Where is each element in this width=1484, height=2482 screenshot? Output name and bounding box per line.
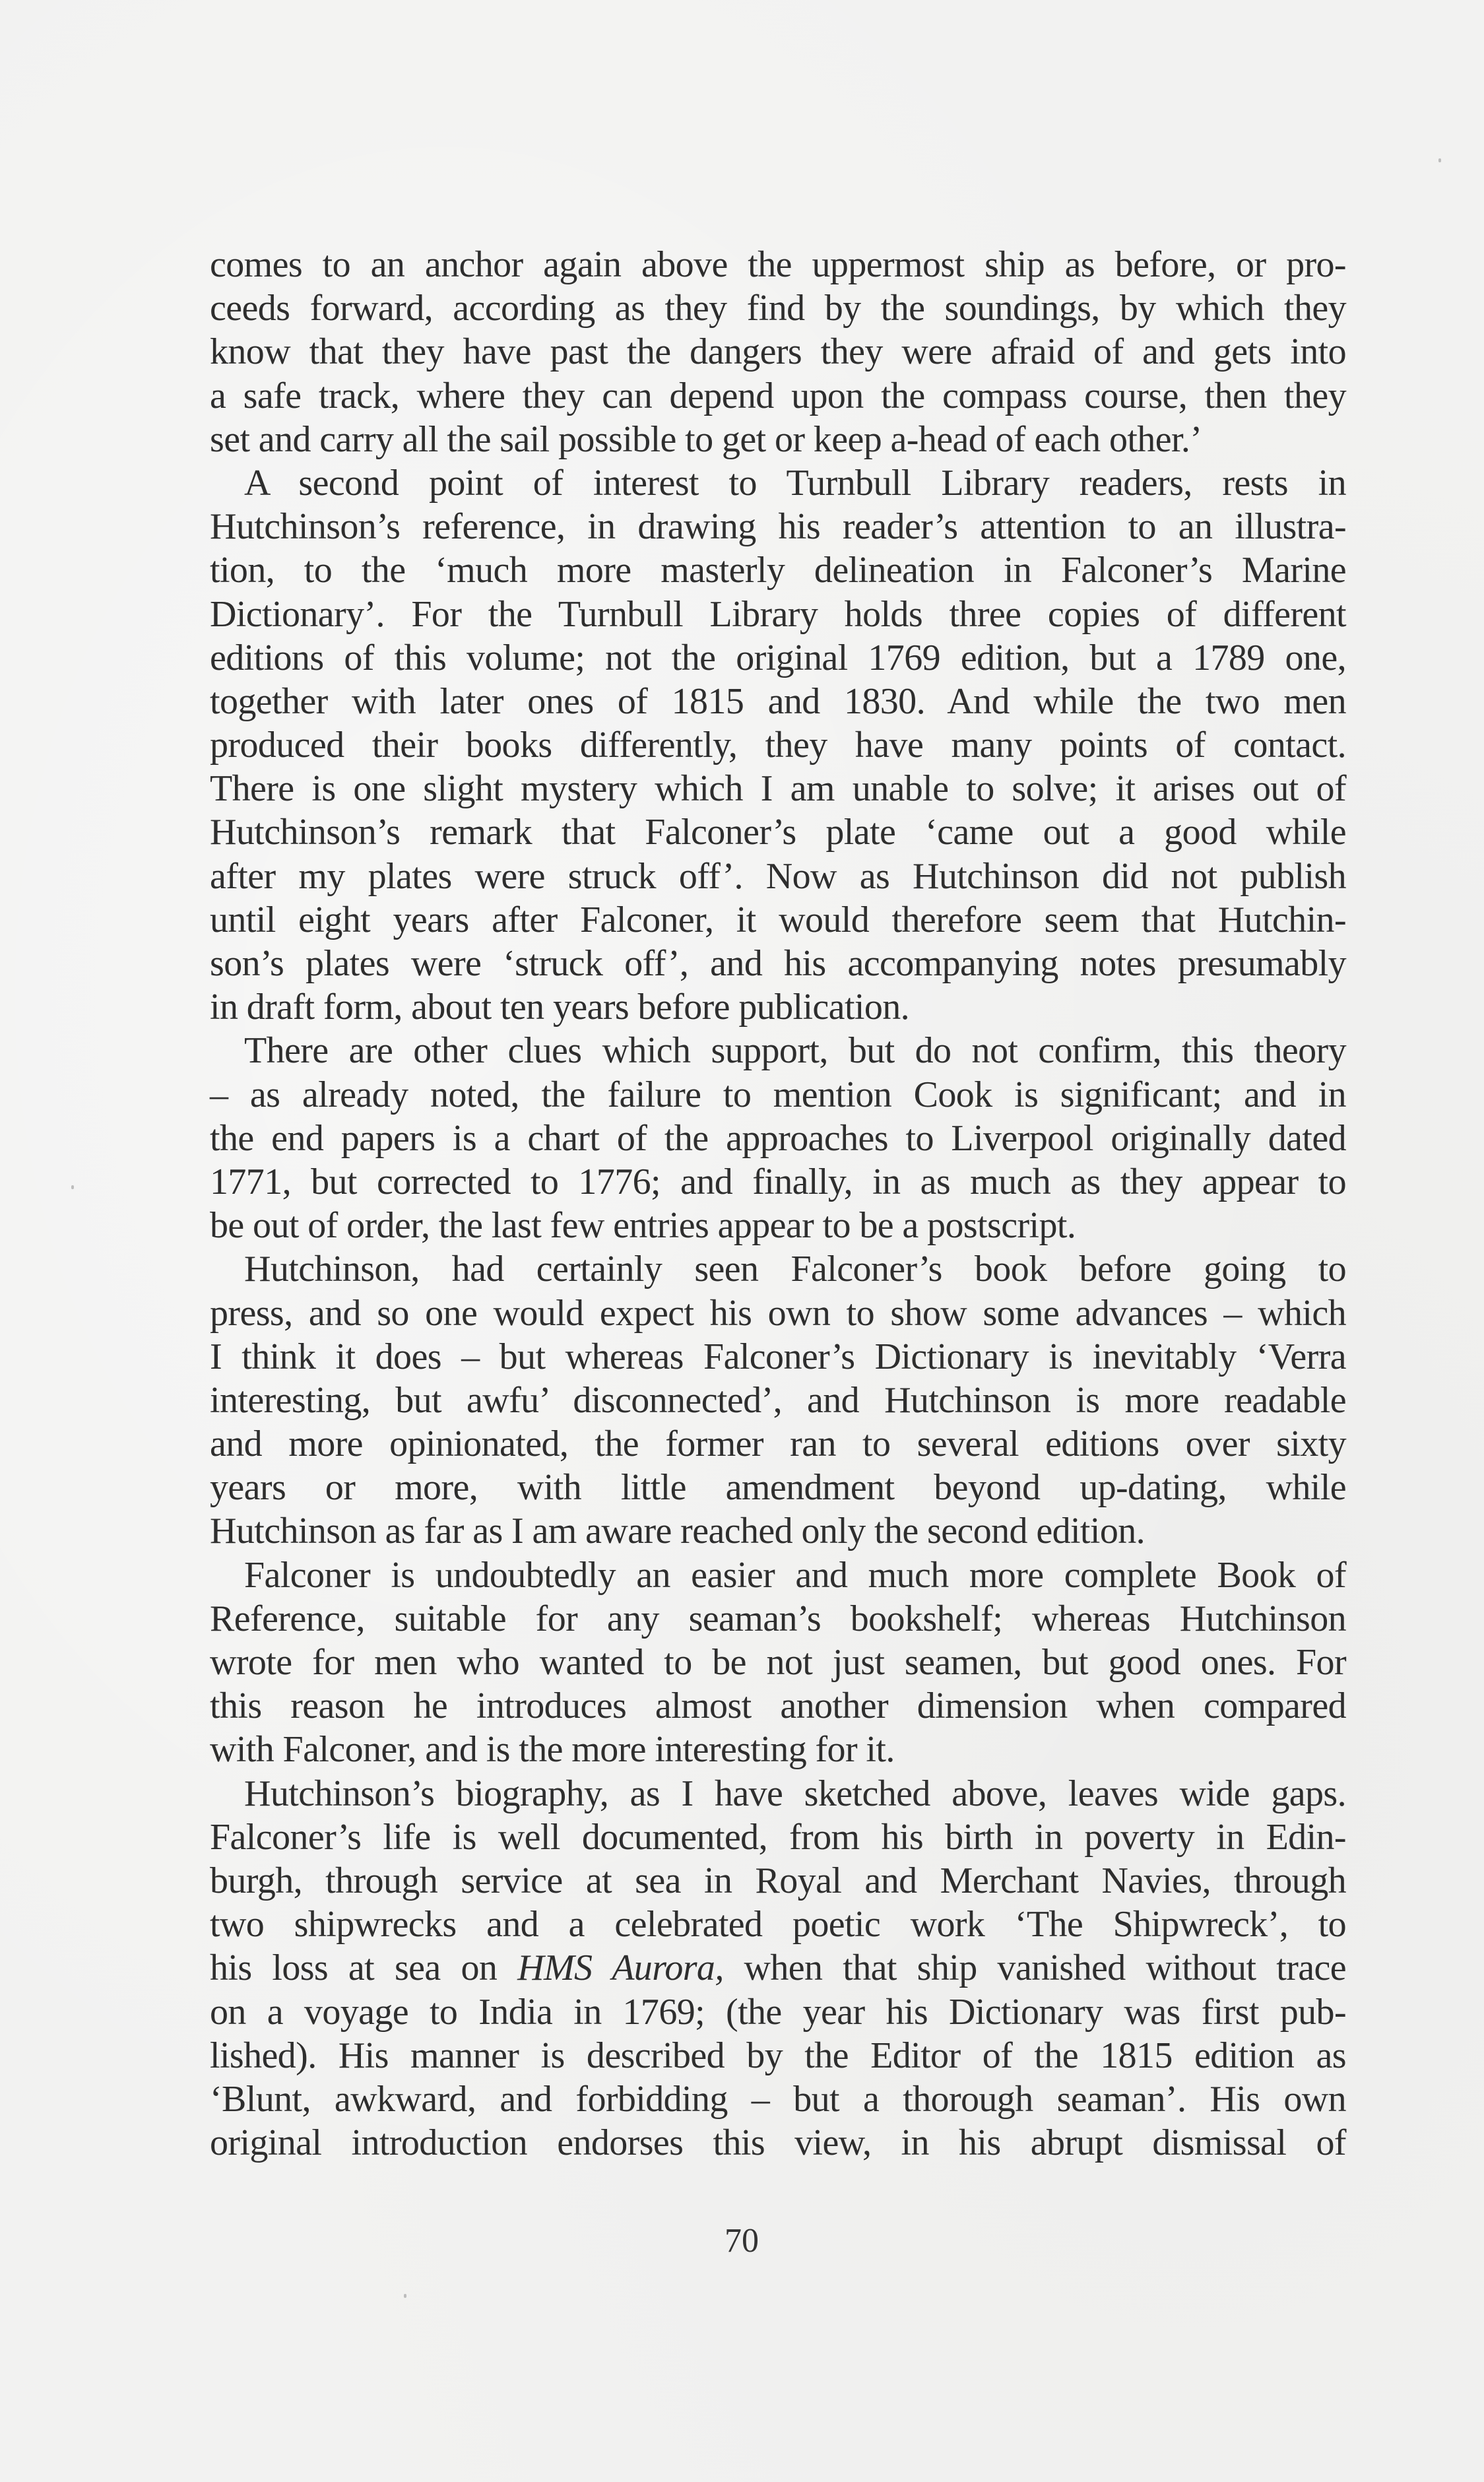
text-line: in draft form, about ten years before publication. bbox=[210, 987, 910, 1028]
text-line: interesting, but awfu’ disconnected’, and Hutchinson is more readable bbox=[210, 1379, 1346, 1421]
text-run: when that ship vanished without trace bbox=[723, 1947, 1347, 1989]
text-line: editions of this volume; not the original 1769 edition, but a 1789 one, bbox=[210, 637, 1346, 678]
text-line: Hutchinson’s reference, in drawing his reader’s attention to an illustra- bbox=[210, 506, 1346, 548]
paper-speck bbox=[71, 1185, 74, 1189]
paragraph bbox=[210, 461, 1346, 1029]
text-line: son’s plates were ‘struck off’, and his accompanying notes presumably bbox=[210, 943, 1346, 984]
ship-name-italic: HMS Aurora, bbox=[517, 1947, 724, 1989]
text-line: produced their books differently, they have many points of contact. bbox=[210, 725, 1346, 766]
paragraph bbox=[210, 1029, 1346, 1247]
text-line: Falconer is undoubtedly an easier and much more complete Book of bbox=[244, 1554, 1346, 1596]
text-line: Falconer’s life is well documented, from his birth in poverty in Edin- bbox=[210, 1816, 1346, 1858]
text-line: be out of order, the last few entries appear to be a postscript. bbox=[210, 1205, 1076, 1247]
text-line: and more opinionated, the former ran to several editions over sixty bbox=[210, 1423, 1346, 1465]
text-line: Hutchinson’s remark that Falconer’s plate ‘came out a good while bbox=[210, 812, 1346, 853]
text-line: a safe track, where they can depend upon the compass course, then they bbox=[210, 375, 1346, 416]
text-line: Dictionary’. For the Turnbull Library holds three copies of different bbox=[210, 593, 1346, 635]
paragraph bbox=[210, 1772, 1346, 2165]
text-run: his loss at sea on bbox=[210, 1947, 518, 1989]
text-line: lished). His manner is described by the Editor of the 1815 edition as bbox=[210, 2035, 1346, 2076]
text-line: burgh, through service at sea in Royal and Merchant Navies, through bbox=[210, 1860, 1346, 1901]
text-line: Reference, suitable for any seaman’s bookshelf; whereas Hutchinson bbox=[210, 1598, 1346, 1639]
text-line bbox=[210, 1946, 1346, 1990]
text-line: comes to an anchor again above the uppermost ship as before, or pro- bbox=[210, 244, 1346, 285]
paragraph bbox=[210, 243, 1346, 461]
text-line: after my plates were struck off’. Now as Hutchinson did not publish bbox=[210, 855, 1346, 897]
text-line: tion, to the ‘much more masterly delineation in Falconer’s Marine bbox=[210, 550, 1346, 591]
text-line: ‘Blunt, awkward, and forbidding – but a thorough seaman’. His own bbox=[210, 2078, 1346, 2120]
page-number: 70 bbox=[725, 2222, 759, 2260]
text-line: 1771, but corrected to 1776; and finally, in as much as they appear to bbox=[210, 1161, 1346, 1202]
text-line: this reason he introduces almost another dimension when compared bbox=[210, 1685, 1346, 1727]
text-line: ceeds forward, according as they find by the soundings, by which they bbox=[210, 288, 1346, 329]
text-line: together with later ones of 1815 and 1830. And while the two men bbox=[210, 680, 1346, 722]
text-line: on a voyage to India in 1769; (the year his Dictionary was first pub- bbox=[210, 1991, 1346, 2033]
paper-speck bbox=[404, 2294, 406, 2298]
text-line: wrote for men who wanted to be not just seamen, but good ones. For bbox=[210, 1642, 1346, 1683]
text-line: two shipwrecks and a celebrated poetic work ‘The Shipwreck’, to bbox=[210, 1904, 1346, 1945]
text-line: know that they have past the dangers they were afraid of and gets into bbox=[210, 331, 1346, 373]
text-line: There is one slight mystery which I am unable to solve; it arises out of bbox=[210, 768, 1346, 810]
text-line: Hutchinson, had certainly seen Falconer’s book before going to bbox=[244, 1249, 1346, 1290]
text-line: set and carry all the sail possible to get or keep a-head of each other.’ bbox=[210, 418, 1202, 460]
text-line: There are other clues which support, but do not confirm, this theory bbox=[244, 1030, 1346, 1072]
text-line: with Falconer, and is the more interesting for it. bbox=[210, 1729, 895, 1771]
text-line: I think it does – but whereas Falconer’s Dictionary is inevitably ‘Verra bbox=[210, 1336, 1346, 1377]
text-line: years or more, with little amendment beyond up-dating, while bbox=[210, 1467, 1346, 1509]
text-line: original introduction endorses this view, in his abrupt dismissal of bbox=[210, 2122, 1346, 2164]
paragraph bbox=[210, 1247, 1346, 1553]
text-line: A second point of interest to Turnbull Library readers, rests in bbox=[244, 462, 1346, 504]
text-line: – as already noted, the failure to mention Cook is significant; and in bbox=[210, 1074, 1346, 1115]
text-line: Hutchinson as far as I am aware reached only the second edition. bbox=[210, 1511, 1145, 1552]
text-line: Hutchinson’s biography, as I have sketched above, leaves wide gaps. bbox=[244, 1773, 1346, 1814]
body-text bbox=[210, 243, 1346, 2165]
text-line: the end papers is a chart of the approaches to Liverpool originally dated bbox=[210, 1117, 1346, 1159]
paragraph bbox=[210, 1553, 1346, 1772]
paper-speck bbox=[1438, 158, 1441, 162]
text-line: press, and so one would expect his own to show some advances – which bbox=[210, 1292, 1346, 1334]
text-line: until eight years after Falconer, it would therefore seem that Hutchin- bbox=[210, 899, 1346, 940]
